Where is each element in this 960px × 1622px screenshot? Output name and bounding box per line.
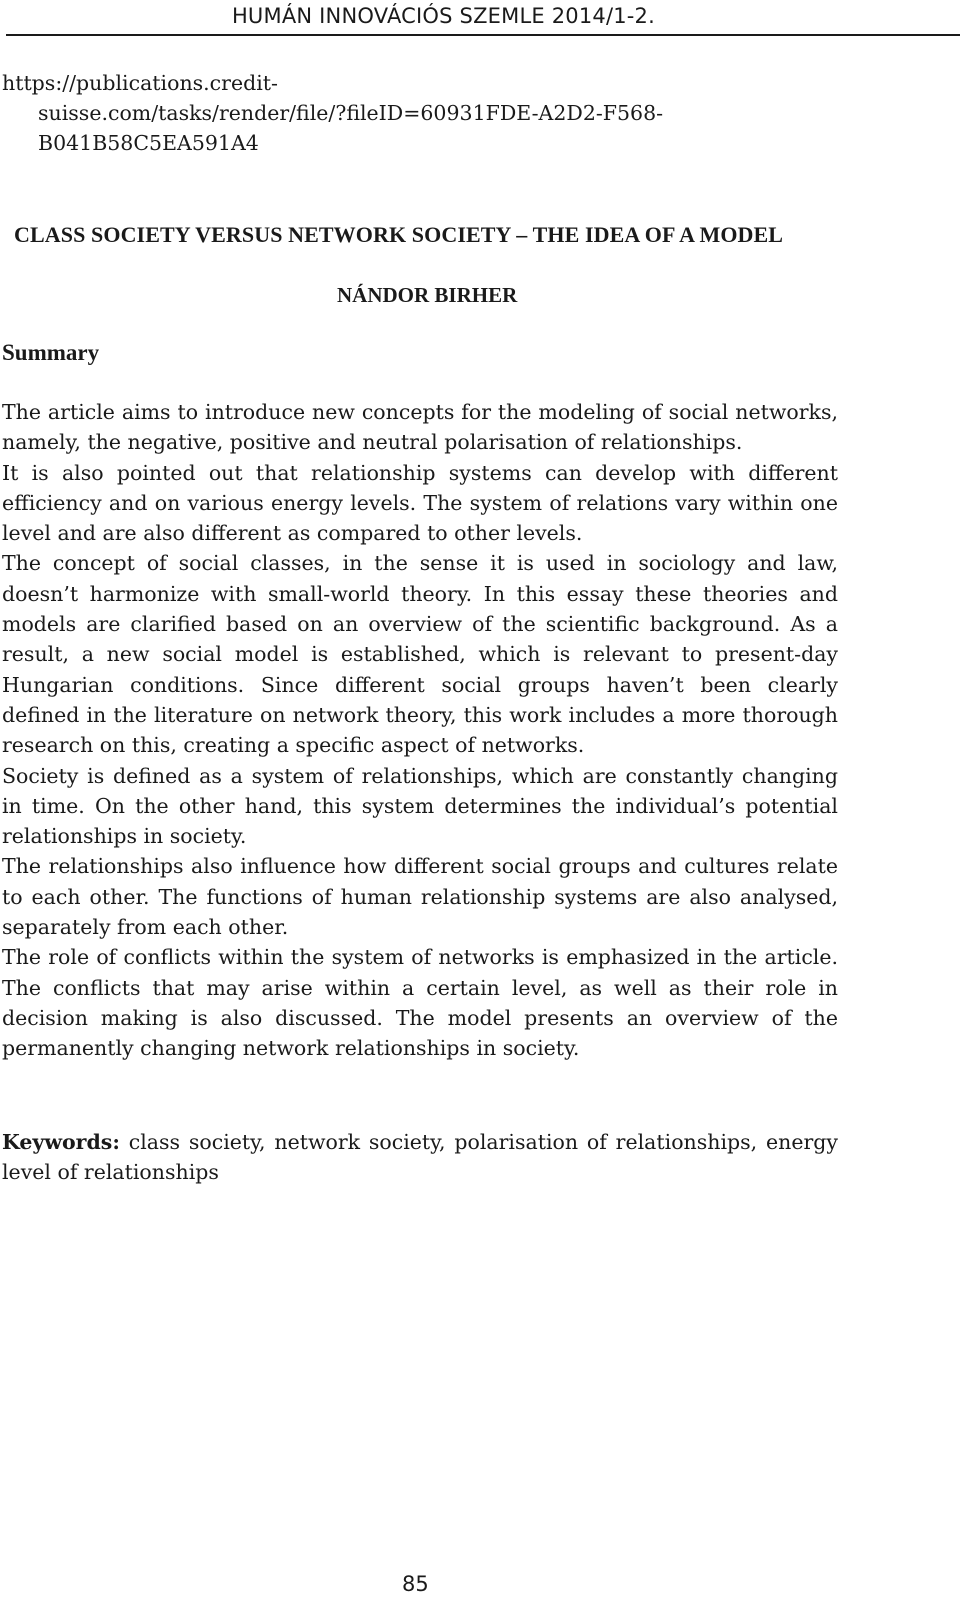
article-title: CLASS SOCIETY VERSUS NETWORK SOCIETY – THE IDEA OF A MODEL bbox=[14, 222, 784, 247]
abstract-paragraph: It is also pointed out that relationship systems can develop with different efficiency and on various energy levels. The system of relations vary within one level and are also different as compared to other levels. bbox=[2, 460, 838, 546]
keywords-text: class society, network society, polarisation of relationships, energy level of relationships bbox=[2, 1130, 838, 1185]
abstract-paragraph: The role of conflicts within the system of networks is emphasized in the article. The conflicts that may arise within a certain level, as well as their role in decision making is also discussed. The model presents an overview of the permanently changing network relationships in society. bbox=[2, 945, 838, 1061]
running-header bbox=[0, 0, 960, 36]
abstract-paragraph: The relationships also influence how different social groups and cultures relate to each other. The functions of human relationship systems are also analysed, separately from each other. bbox=[2, 854, 838, 940]
abstract-paragraph: The article aims to introduce new concepts for the modeling of social networks, namely, the negative, positive and neutral polarisation of relationships. bbox=[2, 400, 838, 455]
source-url-line-3: B041B58C5EA591A4 bbox=[38, 131, 259, 155]
page-number: 85 bbox=[402, 1572, 429, 1596]
abstract-paragraph: The concept of social classes, in the sense it is used in sociology and law, doesn’t harmonize with small-world theory. In this essay these theories and models are clarified based on an overview of the scientific background. As a result, a new social model is established, which is relevant to present-day Hungarian conditions. Since different social groups haven’t been clearly defined in the literature on network theory, this work includes a more thorough research on this, creating a specific aspect of networks. bbox=[2, 551, 838, 758]
summary-heading: Summary bbox=[2, 340, 100, 365]
keywords-label: Keywords: bbox=[2, 1130, 120, 1154]
abstract-paragraph: Society is defined as a system of relationships, which are constantly changing in time. On the other hand, this system determines the individual’s potential relationships in society. bbox=[2, 763, 838, 849]
source-url bbox=[2, 68, 762, 158]
author-name: NÁNDOR BIRHER bbox=[337, 283, 518, 307]
source-url-line-1: https://publications.credit- bbox=[2, 71, 278, 95]
source-url-line-2: suisse.com/tasks/render/file/?fileID=60931FDE-A2D2-F568- bbox=[38, 101, 664, 125]
abstract-body bbox=[2, 397, 838, 1064]
header-rule bbox=[6, 34, 960, 36]
journal-title: HUMÁN INNOVÁCIÓS SZEMLE 2014/1-2. bbox=[231, 4, 655, 28]
keywords bbox=[2, 1127, 838, 1188]
